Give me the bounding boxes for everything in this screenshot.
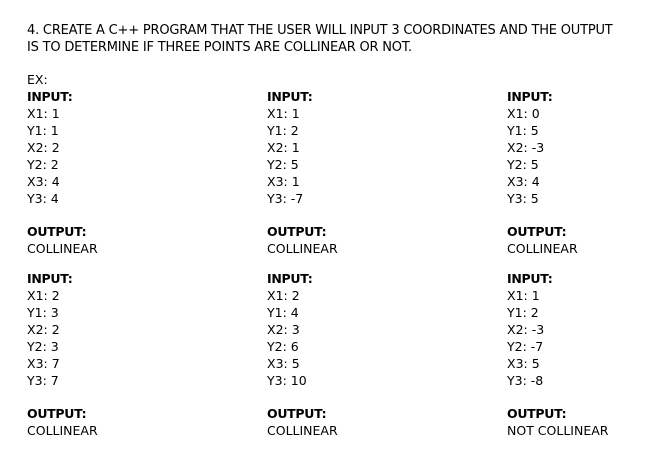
coordinate-value: X1: 0	[507, 106, 540, 121]
output-label: OUTPUT:	[267, 224, 327, 239]
coordinate-value: X3: 4	[507, 174, 540, 189]
coordinate-value: X2: 2	[27, 140, 60, 155]
output-result: COLLINEAR	[27, 423, 98, 438]
coordinate-value: Y1: 4	[267, 305, 299, 320]
example-label: EX:	[27, 72, 48, 87]
coordinate-value: X2: 2	[27, 322, 60, 337]
output-label: OUTPUT:	[267, 406, 327, 421]
coordinate-value: Y1: 2	[507, 305, 539, 320]
output-label: OUTPUT:	[507, 224, 567, 239]
example-case	[267, 88, 507, 257]
coordinate-value: Y1: 3	[27, 305, 59, 320]
output-label: OUTPUT:	[507, 406, 567, 421]
coordinate-value: X1: 2	[267, 288, 300, 303]
problem-statement-line: IS TO DETERMINE IF THREE POINTS ARE COLLINEAR OR NOT.	[27, 40, 412, 55]
coordinate-value: X2: 3	[267, 322, 300, 337]
coordinate-list	[27, 287, 267, 389]
coordinate-value: Y2: -7	[507, 339, 544, 354]
spacer	[267, 389, 507, 405]
coordinate-value: Y2: 5	[267, 157, 299, 172]
coordinate-value: Y3: -7	[267, 191, 304, 206]
coordinate-value: X1: 1	[267, 106, 300, 121]
output-result: NOT COLLINEAR	[507, 423, 609, 438]
input-label: INPUT:	[27, 89, 73, 104]
coordinate-value: X2: -3	[507, 322, 545, 337]
coordinate-value: Y1: 2	[267, 123, 299, 138]
output-result: COLLINEAR	[507, 241, 578, 256]
coordinate-value: Y3: 5	[507, 191, 539, 206]
spacer	[507, 207, 657, 223]
output-result: COLLINEAR	[267, 423, 338, 438]
problem-statement-line: 4. CREATE A C++ PROGRAM THAT THE USER WILL INPUT 3 COORDINATES AND THE OUTPUT	[27, 23, 613, 38]
spacer	[27, 389, 267, 405]
coordinate-list	[267, 105, 507, 207]
coordinate-value: Y1: 1	[27, 123, 59, 138]
coordinate-value: X3: 1	[267, 174, 300, 189]
output-result: COLLINEAR	[27, 241, 98, 256]
coordinate-list	[27, 105, 267, 207]
coordinate-value: X3: 5	[267, 356, 300, 371]
coordinate-value: X2: -3	[507, 140, 545, 155]
example-case	[267, 270, 507, 439]
spacer	[27, 207, 267, 223]
coordinate-value: X1: 1	[507, 288, 540, 303]
input-label: INPUT:	[27, 271, 73, 286]
coordinate-value: X1: 2	[27, 288, 60, 303]
example-case	[507, 88, 657, 257]
coordinate-list	[267, 287, 507, 389]
coordinate-value: Y2: 6	[267, 339, 299, 354]
output-label: OUTPUT:	[27, 406, 87, 421]
coordinate-value: Y3: -8	[507, 373, 544, 388]
input-label: INPUT:	[267, 89, 313, 104]
coordinate-value: Y1: 5	[507, 123, 539, 138]
coordinate-value: Y2: 3	[27, 339, 59, 354]
coordinate-value: Y3: 7	[27, 373, 59, 388]
coordinate-value: X3: 4	[27, 174, 60, 189]
input-label: INPUT:	[507, 89, 553, 104]
output-label: OUTPUT:	[27, 224, 87, 239]
input-label: INPUT:	[507, 271, 553, 286]
example-case	[27, 88, 267, 257]
examples-grid	[27, 88, 657, 439]
input-label: INPUT:	[267, 271, 313, 286]
coordinate-value: Y2: 5	[507, 157, 539, 172]
example-case	[27, 270, 267, 439]
coordinate-list	[507, 105, 657, 207]
example-case	[507, 270, 657, 439]
spacer	[267, 207, 507, 223]
coordinate-value: Y2: 2	[27, 157, 59, 172]
coordinate-value: X3: 5	[507, 356, 540, 371]
document	[27, 22, 657, 439]
coordinate-value: Y3: 4	[27, 191, 59, 206]
coordinate-value: Y3: 10	[267, 373, 307, 388]
coordinate-value: X2: 1	[267, 140, 300, 155]
spacer	[507, 389, 657, 405]
coordinate-list	[507, 287, 657, 389]
problem-statement	[27, 22, 657, 56]
output-result: COLLINEAR	[267, 241, 338, 256]
coordinate-value: X3: 7	[27, 356, 60, 371]
coordinate-value: X1: 1	[27, 106, 60, 121]
